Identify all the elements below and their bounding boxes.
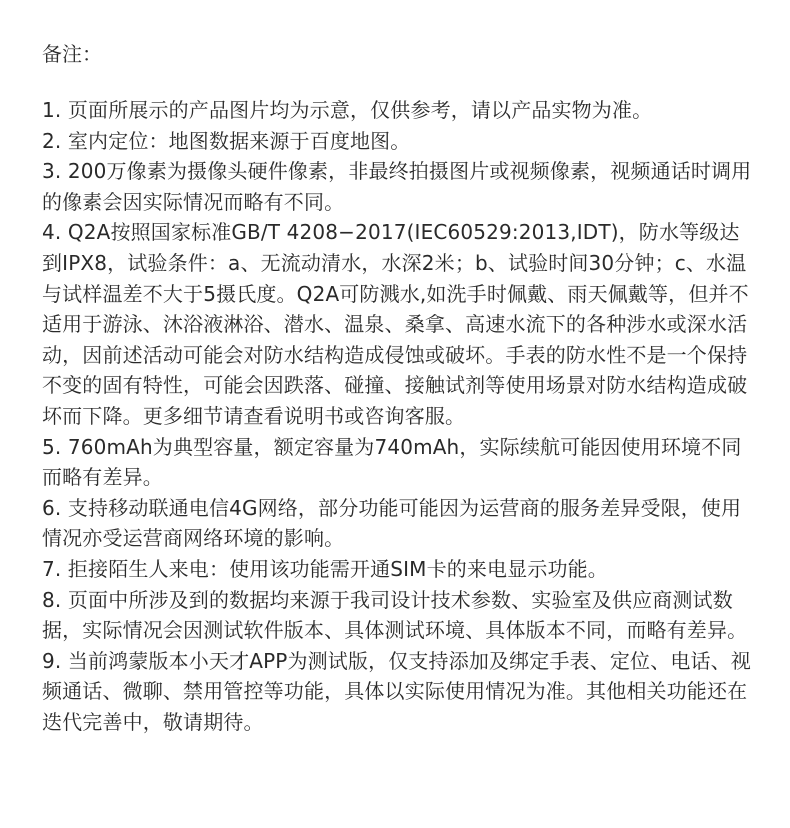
note-item-6: 6. 支持移动联通电信4G网络，部分功能可能因为运营商的服务差异受限，使用情况亦受运营商网络环境的影响。 (42, 495, 742, 551)
note-item-5: 5. 760mAh为典型容量，额定容量为740mAh，实际续航可能因使用环境不同而略有差异。 (42, 434, 742, 490)
note-item-2: 2. 室内定位：地图数据来源于百度地图。 (42, 128, 411, 153)
note-item-8: 8. 页面中所涉及到的数据均来源于我司设计技术参数、实验室及供应商测试数据，实际情况会因测试软件版本、具体测试环境、具体版本不同，而略有差异。 (42, 587, 748, 643)
notes-heading: 备注： (42, 42, 102, 66)
notes-list (42, 95, 752, 737)
note-item-9: 9. 当前鸿蒙版本小天才APP为测试版，仅支持添加及绑定手表、定位、电话、视频通话、微聊、禁用管控等功能，具体以实际使用情况为准。其他相关功能还在迭代完善中，敬请期待。 (42, 648, 751, 734)
note-item-3: 3. 200万像素为摄像头硬件像素，非最终拍摄图片或视频像素，视频通话时调用的像素会因实际情况而略有不同。 (42, 159, 752, 214)
note-item-1: 1. 页面所展示的产品图片均为示意，仅供参考，请以产品实物为准。 (42, 98, 653, 122)
note-item-4: 4. Q2A按照国家标准GB/T 4208−2017(IEC60529:2013,IDT)，防水等级达到IPX8，试验条件：a、无流动清水，水深2米；b、试验时间30分钟；c、水温与试样温差不大于5摄氏度。Q2A可防溅水,如洗手时佩戴、雨天佩戴等，但并不适用于游泳、沐浴液淋浴、潜水、温泉、桑拿、高速水流下的各种涉水或深水活动，因前述活动可能会对防水结构造成侵蚀或破坏。手表的防水性不是一个保持不变的固有特性，可能会因跌落、碰撞、接触试剂等使用场景对防水结构造成破坏而下降。更多细节请查看说明书或咨询客服。 (42, 220, 749, 428)
note-item-7: 7. 拒接陌生人来电：使用该功能需开通SIM卡的来电显示功能。 (42, 556, 608, 581)
